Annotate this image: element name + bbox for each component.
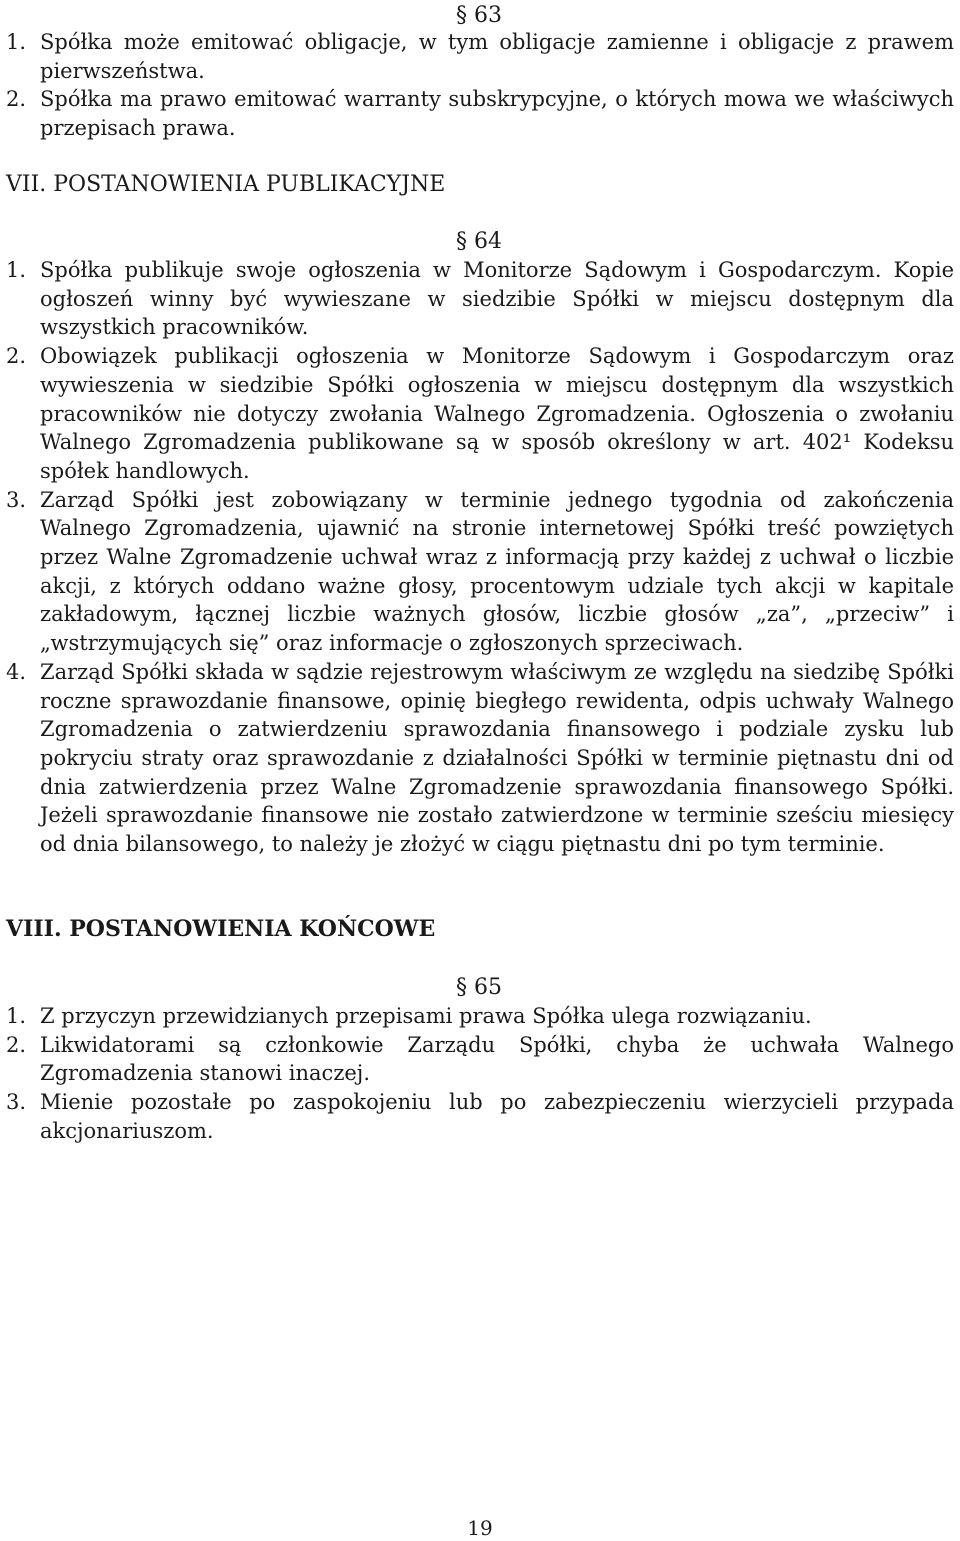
item-text: Zarząd Spółki jest zobowiązany w terminie jednego tygodnia od zakończenia Walnego Zgromadzenia, ujawnić na stronie internetowej Spółki treść powziętych przez Walne Zgromadzenie uchwał wraz z informacją przy każdej z uchwał o liczbie akcji, z których oddano ważne głosy, procentowym udziale tych akcji w kapitale zakładowym, łącznej liczbie ważnych głosów, liczbie głosów „za”, „przeciw” i „wstrzymujących się” oraz informacje o zgłoszonych sprzeciwach. xyxy=(40,487,954,656)
list-item xyxy=(6,1002,954,1031)
page-number: 19 xyxy=(467,1516,493,1540)
paragraph-64-title: § 64 xyxy=(456,229,502,254)
item-text: Likwidatorami są członkowie Zarządu Spółki, chyba że uchwała Walnego Zgromadzenia stanowi inaczej. xyxy=(40,1032,954,1086)
list-item xyxy=(6,1031,954,1088)
item-text: Zarząd Spółki składa w sądzie rejestrowym właściwym ze względu na siedzibę Spółki roczne sprawozdanie finansowe, opinię biegłego rewidenta, odpis uchwały Walnego Zgromadzenia o zatwierdzeniu sprawozdania finansowego i podziale zysku lub pokryciu straty oraz sprawozdanie z działalności Spółki w terminie piętnastu dni od dnia zatwierdzenia przez Walne Zgromadzenie sprawozdania finansowego Spółki. Jeżeli sprawozdanie finansowe nie zostało zatwierdzone w terminie sześciu miesięcy od dnia bilansowego, to należy je złożyć w ciągu piętnastu dni po tym terminie. xyxy=(40,659,954,857)
list-item xyxy=(6,256,954,342)
paragraph-65-list xyxy=(6,1002,954,1146)
list-item xyxy=(6,1088,954,1145)
item-number: 2. xyxy=(6,1032,27,1057)
item-text: Spółka ma prawo emitować warranty subskrypcyjne, o których mowa we właściwych przepisach prawa. xyxy=(40,87,954,141)
item-number: 1. xyxy=(6,258,27,282)
list-item xyxy=(6,28,954,85)
item-text: Mienie pozostałe po zaspokojeniu lub po zabezpieczeniu wierzycieli przypada akcjonariuszom. xyxy=(40,1090,954,1143)
section-heading-vii: VII. POSTANOWIENIA PUBLIKACYJNE xyxy=(6,172,446,197)
list-item xyxy=(6,85,954,142)
list-item xyxy=(6,486,954,658)
list-item xyxy=(6,658,954,859)
item-number: 3. xyxy=(6,487,27,512)
item-number: 2. xyxy=(6,344,27,369)
section-heading-viii: VIII. POSTANOWIENIA KOŃCOWE xyxy=(6,916,436,942)
item-text: Z przyczyn przewidzianych przepisami prawa Spółka ulega rozwiązaniu. xyxy=(40,1004,812,1028)
item-number: 4. xyxy=(6,659,27,684)
list-item xyxy=(6,342,954,486)
paragraph-63-title: § 63 xyxy=(456,3,502,28)
paragraph-63-list xyxy=(6,28,954,143)
item-number: 1. xyxy=(6,30,27,54)
item-text: Spółka może emitować obligacje, w tym obligacje zamienne i obligacje z prawem pierwszeństwa. xyxy=(40,30,954,83)
paragraph-65-title: § 65 xyxy=(456,975,502,1000)
item-number: 2. xyxy=(6,87,27,112)
item-number: 3. xyxy=(6,1090,27,1115)
paragraph-64-list xyxy=(6,256,954,859)
item-text: Obowiązek publikacji ogłoszenia w Monitorze Sądowym i Gospodarczym oraz wywieszenia w siedzibie Spółki ogłoszenia w miejscu dostępnym dla wszystkich pracowników nie dotyczy zwołania Walnego Zgromadzenia. Ogłoszenia o zwołaniu Walnego Zgromadzenia publikowane są w sposób określony w art. 402¹ Kodeksu spółek handlowych. xyxy=(40,344,954,483)
item-text: Spółka publikuje swoje ogłoszenia w Monitorze Sądowym i Gospodarczym. Kopie ogłoszeń winny być wywieszane w siedzibie Spółki w miejscu dostępnym dla wszystkich pracowników. xyxy=(40,258,954,340)
item-number: 1. xyxy=(6,1004,27,1028)
